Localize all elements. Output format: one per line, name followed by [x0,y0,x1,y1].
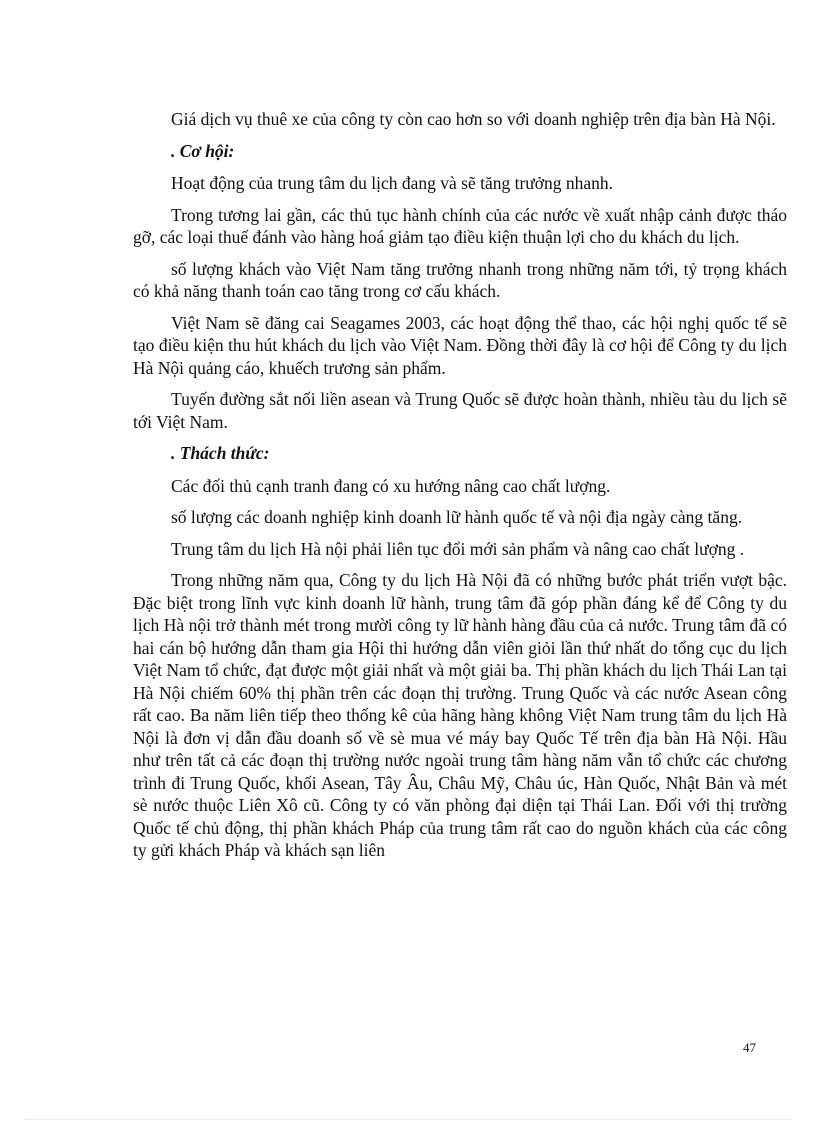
document-page [133,108,787,871]
challenge-item: số lượng các doanh nghiệp kinh doanh lữ hành quốc tế và nội địa ngày càng tăng. [171,507,743,527]
opportunity-item: Trong tương lai gần, các thủ tục hành chính của các nước về xuất nhập cảnh được tháo gỡ, các loại thuế đánh vào hàng hoá giảm tạo điều kiện thuận lợi cho du khách du lịch. [133,204,787,247]
challenge-item: Trung tâm du lịch Hà nội phải liên tục đổi mới sản phẩm và nâng cao chất lượng . [171,538,745,559]
closing-paragraph: Trong những năm qua, Công ty du lịch Hà Nội đã có những bước phát triển vượt bậc. Đặc biệt trong lĩnh vực kinh doanh lữ hành, trung tâm đã góp phần đáng kể để Công ty du lịch Hà nội trở thành mét trong mười công ty lữ hành hàng đầu của cả nước. Trung tâm đã có hai cán bộ hướng dẫn tham gia Hội thi hướng dẫn viên giỏi lần thứ nhất do tổng cục du lịch Việt Nam tổ chức, đạt được một giải nhất và một giải ba. Thị phần khách du lịch Thái Lan tại Hà Nội chiếm 60% thị phần trên các đoạn thị trường. Trung Quốc và các nước Asean công rất cao. Ba năm liên tiếp theo thống kê của hãng hàng không Việt Nam trung tâm du lịch Hà Nội là đơn vị dẫn đầu doanh số về sè mua vé máy bay Quốc Tế trên địa bàn Hà Nội. Hầu như trên tất cả các đoạn thị trường nước ngoài trung tâm hàng năm vẫn tổ chức các chương trình đi Trung Quốc, khối Asean, Tây Âu, Châu Mỹ, Châu úc, Hàn Quốc, Nhật Bản và mét sè nước thuộc Liên Xô cũ. Công ty có văn phòng đại diện tại Thái Lan. Đối với thị trường Quốc tế chủ động, thị phần khách Pháp của trung tâm rất cao do nguồn khách của các công ty gửi khách Pháp và khách sạn liên [133,570,787,860]
page-number: 47 [743,1040,756,1055]
challenge-item: Các đối thủ cạnh tranh đang có xu hướng nâng cao chất lượng. [171,475,611,496]
opportunity-item: số lượng khách vào Việt Nam tăng trưởng nhanh trong những năm tới, tỷ trọng khách có khả năng thanh toán cao tăng trong cơ cấu khách. [133,258,787,301]
opportunity-item: Tuyến đường sắt nối liền asean và Trung Quốc sẽ được hoàn thành, nhiều tàu du lịch sẽ tới Việt Nam. [133,389,787,432]
page-bottom-divider [25,1119,791,1120]
heading-opportunity: . Cơ hội: [171,140,235,161]
heading-challenge: . Thách thức: [171,443,270,463]
opportunity-item: Hoạt động của trung tâm du lịch đang và sẽ tăng trưởng nhanh. [171,173,614,193]
opportunity-item: Việt Nam sẽ đăng cai Seagames 2003, các hoạt động thể thao, các hội nghị quốc tế sẽ tạo điều kiện thu hút khách du lịch vào Việt Nam. Đồng thời đây là cơ hội để Công ty du lịch Hà Nội quảng cáo, khuếch trương sản phẩm. [133,312,787,378]
paragraph-car-rental: Giá dịch vụ thuê xe của công ty còn cao hơn so với doanh nghiệp trên địa bàn Hà Nội. [171,109,776,129]
